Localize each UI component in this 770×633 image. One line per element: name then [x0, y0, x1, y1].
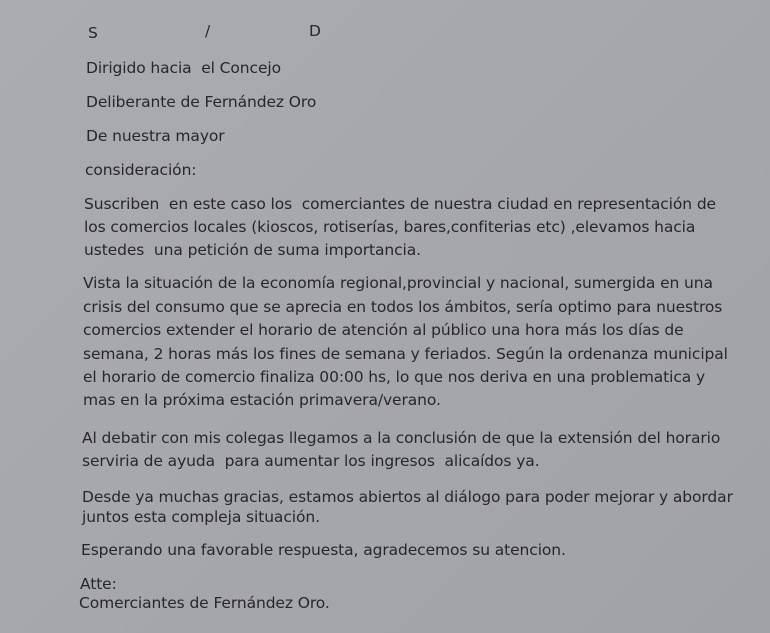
- paragraph-line: los comercios locales (kioscos, rotiserías, bares,confiterias etc) ,elevamos hacia: [84, 218, 696, 236]
- salutation-line: Dirigido hacia el Concejo: [86, 59, 281, 77]
- paragraph-line: semana, 2 horas más los fines de semana y feriados. Según la ordenanza municipal: [83, 345, 728, 363]
- valediction: Atte:: [80, 575, 117, 593]
- header-left-mark: S: [88, 24, 98, 42]
- paragraph-line: Esperando una favorable respuesta, agradecemos su atencion.: [81, 541, 566, 559]
- header-middle-mark: /: [205, 22, 211, 40]
- paragraph-line: el horario de comercio finaliza 00:00 hs, lo que nos deriva en una problematica y: [83, 368, 706, 386]
- paragraph-line: Suscriben en este caso los comerciantes de nuestra ciudad en representación de: [84, 195, 716, 213]
- paragraph-line: comercios extender el horario de atención al público una hora más los días de: [83, 321, 684, 339]
- paragraph-line: crisis del consumo que se aprecia en todos los ámbitos, sería optimo para nuestros: [83, 298, 723, 316]
- header-right-mark: D: [309, 22, 321, 40]
- paragraph-line: mas en la próxima estación primavera/verano.: [83, 391, 441, 409]
- paragraph-line: serviria de ayuda para aumentar los ingresos alicaídos ya.: [82, 452, 540, 470]
- paragraph-line: juntos esta compleja situación.: [82, 508, 320, 526]
- salutation-line: consideración:: [85, 161, 197, 179]
- paragraph-line: ustedes una petición de suma importancia.: [84, 241, 421, 259]
- salutation-line: De nuestra mayor: [86, 127, 225, 145]
- paragraph-line: Al debatir con mis colegas llegamos a la conclusión de que la extensión del horario: [82, 429, 721, 447]
- paragraph-line: Desde ya muchas gracias, estamos abiertos al diálogo para poder mejorar y abordar: [82, 488, 733, 506]
- paragraph-line: Vista la situación de la economía regional,provincial y nacional, sumergida en una: [83, 274, 713, 292]
- signature: Comerciantes de Fernández Oro.: [79, 594, 330, 612]
- salutation-line: Deliberante de Fernández Oro: [86, 93, 317, 111]
